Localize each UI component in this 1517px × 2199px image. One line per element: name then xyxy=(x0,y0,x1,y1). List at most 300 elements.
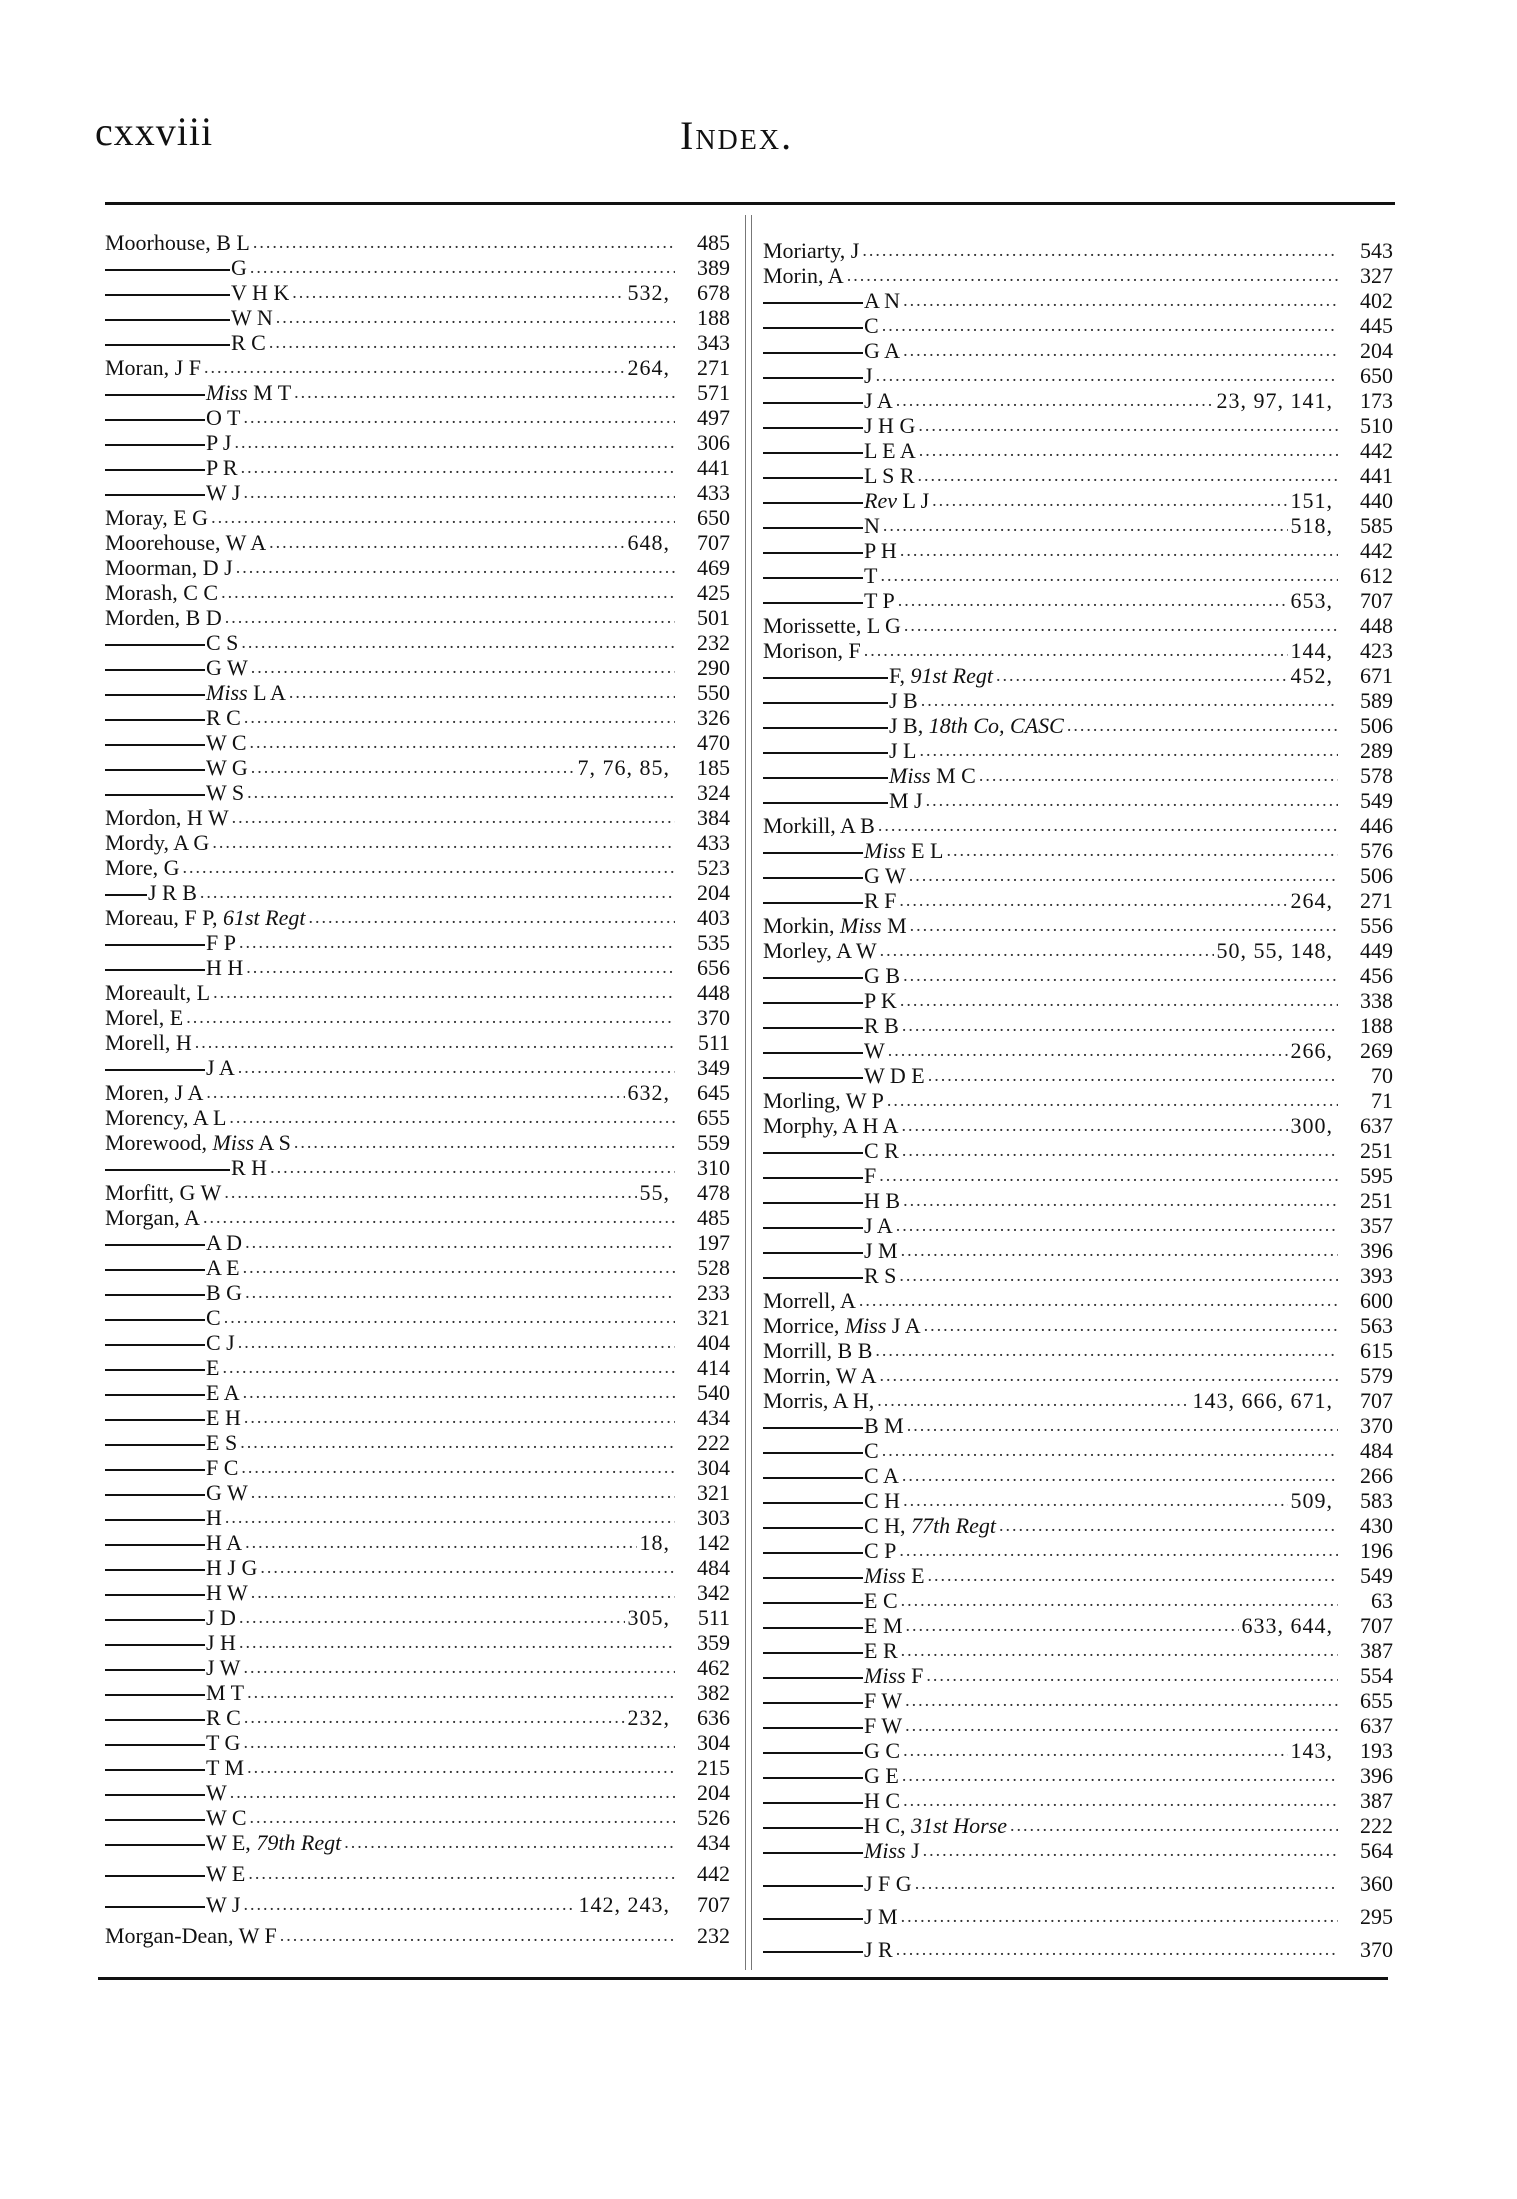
bottom-rule xyxy=(98,1977,1388,1980)
dot-leader xyxy=(905,1713,1338,1738)
dot-leader xyxy=(847,263,1338,288)
top-rule xyxy=(105,202,1395,205)
continuation-dash xyxy=(105,1669,205,1671)
entry-page: 564 xyxy=(1360,1838,1393,1863)
entry-page: 449 xyxy=(1360,938,1393,963)
entry-page: 446 xyxy=(1360,813,1393,838)
dot-leader xyxy=(260,1555,675,1580)
entry-name: Morling, W P xyxy=(763,1088,884,1113)
entry-name: E R xyxy=(864,1638,898,1663)
dot-leader xyxy=(203,1205,675,1230)
continuation-dash xyxy=(763,1677,863,1679)
dot-leader xyxy=(901,1904,1338,1929)
continuation-dash xyxy=(763,452,863,454)
dot-leader xyxy=(921,688,1338,713)
index-entry xyxy=(763,1288,1393,1313)
continuation-dash xyxy=(763,1652,863,1654)
index-entry xyxy=(105,430,730,455)
continuation-dash xyxy=(763,1918,863,1920)
dot-leader xyxy=(979,763,1338,788)
continuation-dash xyxy=(763,727,888,729)
entry-page: 442 xyxy=(1360,538,1393,563)
entry-name: Morell, H xyxy=(105,1030,192,1055)
entry-page: 448 xyxy=(1360,613,1393,638)
entry-page: 470 xyxy=(697,730,730,755)
entry-name: F, 91st Regt xyxy=(889,663,993,688)
entry-name: R S xyxy=(864,1263,897,1288)
dot-leader xyxy=(901,1238,1338,1263)
dot-leader xyxy=(211,505,675,530)
entry-page: 233 xyxy=(697,1280,730,1305)
dot-leader xyxy=(234,430,675,455)
continuation-dash xyxy=(763,1885,863,1887)
index-entry xyxy=(763,1713,1393,1738)
continuation-dash xyxy=(105,1419,205,1421)
entry-name: J A xyxy=(864,388,893,413)
entry-page: 583 xyxy=(1360,1488,1393,1513)
entry-name: Miss M T xyxy=(206,380,292,405)
entry-page: 636 xyxy=(697,1705,730,1730)
entry-name: G W xyxy=(206,1480,248,1505)
entry-page: 232 xyxy=(697,1923,730,1948)
entry-name: G C xyxy=(864,1738,901,1763)
entry-page: 70 xyxy=(1371,1063,1393,1088)
entry-page: 342 xyxy=(697,1580,730,1605)
entry-name: A N xyxy=(864,288,901,313)
dot-leader xyxy=(918,463,1338,488)
index-entry xyxy=(105,1105,730,1130)
dot-leader xyxy=(253,230,675,255)
entry-page: 310 xyxy=(697,1155,730,1180)
entry-page: 402 xyxy=(1360,288,1393,313)
index-entry xyxy=(763,1638,1393,1663)
entry-page: 526 xyxy=(697,1805,730,1830)
dot-leader xyxy=(928,1563,1338,1588)
dot-leader xyxy=(276,305,675,330)
entry-title-italic: Miss xyxy=(212,1130,255,1155)
entry-unit-italic: 18th Co, CASC xyxy=(928,713,1064,738)
dot-leader xyxy=(918,413,1338,438)
continuation-dash xyxy=(105,1319,205,1321)
entry-name: Morissette, L G xyxy=(763,613,901,638)
entry-extra-pages: 509, xyxy=(1290,1488,1333,1513)
entry-name: J M xyxy=(864,1238,898,1263)
dot-leader xyxy=(236,555,675,580)
entry-page: 650 xyxy=(1360,363,1393,388)
dot-leader xyxy=(899,1538,1338,1563)
entry-page: 295 xyxy=(1360,1904,1393,1929)
continuation-dash xyxy=(763,1227,863,1229)
entry-page: 442 xyxy=(1360,438,1393,463)
index-entry xyxy=(105,1405,730,1430)
entry-name: Morkill, A B xyxy=(763,813,875,838)
entry-name: Morris, A H, xyxy=(763,1388,875,1413)
index-entry xyxy=(763,263,1393,288)
index-entry xyxy=(105,1780,730,1805)
page-number: cxxviii xyxy=(95,109,214,154)
entry-name: Miss M C xyxy=(889,763,976,788)
entry-name: Miss F xyxy=(864,1663,924,1688)
dot-leader xyxy=(308,905,675,930)
index-entry xyxy=(763,638,1393,663)
entry-page: 433 xyxy=(697,830,730,855)
dot-leader xyxy=(926,788,1338,813)
entry-name: C xyxy=(206,1305,221,1330)
dot-leader xyxy=(882,1438,1338,1463)
entry-name: Morgan, A xyxy=(105,1205,200,1230)
index-entry xyxy=(763,1538,1393,1563)
entry-page: 357 xyxy=(1360,1213,1393,1238)
index-entry xyxy=(105,1230,730,1255)
entry-name: C J xyxy=(206,1330,235,1355)
index-entry xyxy=(105,1655,730,1680)
continuation-dash xyxy=(763,1527,863,1529)
index-entry xyxy=(105,1355,730,1380)
entry-name: T M xyxy=(206,1755,245,1780)
index-entry xyxy=(763,1263,1393,1288)
index-entry xyxy=(105,1805,730,1830)
entry-page: 430 xyxy=(1360,1513,1393,1538)
continuation-dash xyxy=(105,1519,205,1521)
entry-name: C xyxy=(864,313,879,338)
entry-page: 188 xyxy=(697,305,730,330)
entry-name: E xyxy=(206,1355,220,1380)
entry-extra-pages: 633, 644, xyxy=(1241,1613,1333,1638)
entry-page: 707 xyxy=(697,1892,730,1917)
index-entry xyxy=(763,763,1393,788)
entry-unit-italic: 31st Horse xyxy=(911,1813,1008,1838)
entry-name: W D E xyxy=(864,1063,925,1088)
index-entry xyxy=(105,1280,730,1305)
entry-page: 370 xyxy=(1360,1413,1393,1438)
entry-page: 389 xyxy=(697,255,730,280)
entry-page: 360 xyxy=(1360,1871,1393,1896)
continuation-dash xyxy=(105,269,230,271)
dot-leader xyxy=(251,1480,675,1505)
dot-leader xyxy=(902,1138,1338,1163)
index-entry xyxy=(105,1305,730,1330)
index-entry xyxy=(105,1755,730,1780)
entry-page: 707 xyxy=(697,530,730,555)
entry-page: 655 xyxy=(697,1105,730,1130)
entry-title-italic: Miss xyxy=(889,763,931,788)
dot-leader xyxy=(896,1937,1338,1962)
index-entry xyxy=(763,1338,1393,1363)
index-entry xyxy=(763,963,1393,988)
entry-page: 321 xyxy=(697,1480,730,1505)
dot-leader xyxy=(888,1038,1288,1063)
entry-page: 707 xyxy=(1360,588,1393,613)
index-entry xyxy=(105,805,730,830)
continuation-dash xyxy=(763,1752,863,1754)
index-entry xyxy=(763,1513,1393,1538)
entry-name: Moorehouse, W A xyxy=(105,530,267,555)
continuation-dash xyxy=(763,1802,863,1804)
entry-name: Morel, E xyxy=(105,1005,184,1030)
dot-leader xyxy=(902,1013,1338,1038)
index-entry xyxy=(763,788,1393,813)
entry-name: Miss J xyxy=(864,1838,920,1863)
index-entry xyxy=(105,1130,730,1155)
entry-name: G B xyxy=(864,963,901,988)
entry-name: H W xyxy=(206,1580,248,1605)
dot-leader xyxy=(247,1755,675,1780)
index-entry xyxy=(105,255,730,280)
entry-page: 589 xyxy=(1360,688,1393,713)
entry-page: 71 xyxy=(1371,1088,1393,1113)
entry-page: 484 xyxy=(697,1555,730,1580)
entry-name: C H, 77th Regt xyxy=(864,1513,996,1538)
entry-name: G A xyxy=(864,338,901,363)
index-entry xyxy=(105,905,730,930)
dot-leader xyxy=(243,1892,575,1917)
index-entry xyxy=(763,1213,1393,1238)
entry-page: 671 xyxy=(1360,663,1393,688)
dot-leader xyxy=(221,580,675,605)
entry-extra-pages: 266, xyxy=(1290,1038,1333,1063)
entry-page: 359 xyxy=(697,1630,730,1655)
entry-page: 387 xyxy=(1360,1638,1393,1663)
continuation-dash xyxy=(105,1906,205,1908)
entry-name: Moreault, L xyxy=(105,980,211,1005)
entry-extra-pages: 23, 97, 141, xyxy=(1216,388,1333,413)
entry-page: 456 xyxy=(1360,963,1393,988)
dot-leader xyxy=(1010,1813,1338,1838)
dot-leader xyxy=(247,1680,675,1705)
entry-page: 290 xyxy=(697,655,730,680)
continuation-dash xyxy=(105,1344,205,1346)
dot-leader xyxy=(879,1363,1338,1388)
entry-name: J W xyxy=(206,1655,241,1680)
entry-page: 637 xyxy=(1360,1113,1393,1138)
dot-leader xyxy=(183,855,675,880)
dot-leader xyxy=(901,1113,1287,1138)
entry-name: W N xyxy=(231,305,273,330)
entry-page: 289 xyxy=(1360,738,1393,763)
continuation-dash xyxy=(105,1769,205,1771)
continuation-dash xyxy=(763,1027,863,1029)
index-entry xyxy=(105,930,730,955)
continuation-dash xyxy=(763,852,863,854)
entry-name: J B xyxy=(889,688,918,713)
entry-page: 222 xyxy=(697,1430,730,1455)
continuation-dash xyxy=(105,294,230,296)
index-entry xyxy=(105,1630,730,1655)
dot-leader xyxy=(903,1738,1287,1763)
entry-page: 303 xyxy=(697,1505,730,1530)
dot-leader xyxy=(289,680,675,705)
continuation-dash xyxy=(105,1469,205,1471)
continuation-dash xyxy=(763,1602,863,1604)
page-title: Index. xyxy=(680,113,794,158)
dot-leader xyxy=(882,313,1338,338)
entry-extra-pages: 532, xyxy=(627,280,670,305)
entry-name: Morgan-Dean, W F xyxy=(105,1923,277,1948)
dot-leader xyxy=(269,530,624,555)
entry-page: 615 xyxy=(1360,1338,1393,1363)
index-entry xyxy=(105,730,730,755)
entry-name: W J xyxy=(206,480,241,505)
dot-leader xyxy=(243,405,675,430)
entry-name: F C xyxy=(206,1455,239,1480)
dot-leader xyxy=(224,1305,675,1330)
dot-leader xyxy=(239,1605,625,1630)
entry-page: 204 xyxy=(1360,338,1393,363)
dot-leader xyxy=(906,1613,1239,1638)
index-entry xyxy=(105,1580,730,1605)
dot-leader xyxy=(924,1313,1338,1338)
dot-leader xyxy=(899,1263,1338,1288)
entry-page: 232 xyxy=(697,630,730,655)
continuation-dash xyxy=(763,1202,863,1204)
entry-name: H C, 31st Horse xyxy=(864,1813,1008,1838)
entry-name: L E A xyxy=(864,438,916,463)
entry-extra-pages: 50, 55, 148, xyxy=(1216,938,1333,963)
continuation-dash xyxy=(105,1444,205,1446)
entry-name: C A xyxy=(864,1463,899,1488)
continuation-dash xyxy=(105,419,205,421)
index-entry xyxy=(105,280,730,305)
entry-page: 188 xyxy=(1360,1013,1393,1038)
dot-leader xyxy=(903,1488,1287,1513)
continuation-dash xyxy=(105,1844,205,1846)
index-entry xyxy=(105,1055,730,1080)
entry-name: Mordon, H W xyxy=(105,805,229,830)
entry-name: N xyxy=(864,513,880,538)
index-entry xyxy=(105,955,730,980)
continuation-dash xyxy=(763,1052,863,1054)
entry-name: F xyxy=(864,1163,877,1188)
dot-leader xyxy=(903,1188,1338,1213)
index-entry xyxy=(105,855,730,880)
continuation-dash xyxy=(105,1794,205,1796)
dot-leader xyxy=(243,480,675,505)
index-entry xyxy=(763,1013,1393,1038)
entry-page: 445 xyxy=(1360,313,1393,338)
entry-name: F W xyxy=(864,1713,903,1738)
index-entry xyxy=(105,1886,730,1917)
entry-name: Morency, A L xyxy=(105,1105,227,1130)
dot-leader xyxy=(200,880,675,905)
entry-page: 650 xyxy=(697,505,730,530)
continuation-dash xyxy=(105,1394,205,1396)
dot-leader xyxy=(251,655,675,680)
entry-name: C H xyxy=(864,1488,901,1513)
entry-page: 387 xyxy=(1360,1788,1393,1813)
entry-page: 501 xyxy=(697,605,730,630)
entry-name: R B xyxy=(864,1013,899,1038)
dot-leader xyxy=(903,288,1338,313)
continuation-dash xyxy=(105,1594,205,1596)
entry-extra-pages: 55, xyxy=(639,1180,670,1205)
continuation-dash xyxy=(105,344,230,346)
continuation-dash xyxy=(763,1452,863,1454)
entry-name: E S xyxy=(206,1430,238,1455)
continuation-dash xyxy=(763,327,863,329)
dot-leader xyxy=(862,238,1338,263)
entry-page: 571 xyxy=(697,380,730,405)
index-entry xyxy=(763,1238,1393,1263)
entry-name: J H G xyxy=(864,413,916,438)
entry-name: H xyxy=(206,1505,222,1530)
continuation-dash xyxy=(105,1269,205,1271)
continuation-dash xyxy=(763,427,863,429)
entry-unit-italic: 91st Regt xyxy=(910,663,993,688)
dot-leader xyxy=(225,605,675,630)
dot-leader xyxy=(875,1338,1338,1363)
entry-page: 637 xyxy=(1360,1713,1393,1738)
dot-leader xyxy=(903,338,1338,363)
entry-name: R C xyxy=(206,1705,241,1730)
entry-name: Morash, C C xyxy=(105,580,219,605)
dot-leader xyxy=(243,1655,675,1680)
index-entry xyxy=(763,563,1393,588)
index-entry xyxy=(763,588,1393,613)
entry-extra-pages: 142, 243, xyxy=(578,1892,670,1917)
entry-name: M J xyxy=(889,788,923,813)
dot-leader xyxy=(280,1923,675,1948)
dot-leader xyxy=(195,1030,675,1055)
entry-page: 343 xyxy=(697,330,730,355)
dot-leader xyxy=(907,1413,1338,1438)
entry-page: 595 xyxy=(1360,1163,1393,1188)
index-entry xyxy=(763,1313,1393,1338)
entry-name: Morewood, Miss A S xyxy=(105,1130,291,1155)
continuation-dash xyxy=(763,577,863,579)
entry-name: J xyxy=(864,363,873,388)
entry-title-italic: Miss xyxy=(864,1838,906,1863)
entry-page: 469 xyxy=(697,555,730,580)
continuation-dash xyxy=(763,777,888,779)
entry-page: 304 xyxy=(697,1730,730,1755)
entry-page: 396 xyxy=(1360,1238,1393,1263)
index-entry xyxy=(105,305,730,330)
entry-name: J L xyxy=(889,738,917,763)
index-entry xyxy=(763,1138,1393,1163)
entry-unit-italic: 79th Regt xyxy=(256,1830,342,1855)
index-entry xyxy=(105,680,730,705)
entry-page: 656 xyxy=(697,955,730,980)
entry-page: 321 xyxy=(697,1305,730,1330)
entry-name: G E xyxy=(864,1763,899,1788)
continuation-dash xyxy=(105,1169,230,1171)
entry-name: Morden, B D xyxy=(105,605,222,630)
entry-name: P K xyxy=(864,988,897,1013)
continuation-dash xyxy=(105,319,230,321)
entry-name: W J xyxy=(206,1892,241,1917)
continuation-dash xyxy=(763,902,863,904)
entry-title-italic: Miss xyxy=(864,838,906,863)
index-entry xyxy=(105,380,730,405)
index-entry xyxy=(105,1180,730,1205)
entry-name: Morrice, Miss J A xyxy=(763,1313,921,1338)
dot-leader xyxy=(245,1230,675,1255)
continuation-dash xyxy=(105,894,147,896)
entry-name: W E, 79th Regt xyxy=(206,1830,342,1855)
dot-leader xyxy=(879,1163,1338,1188)
entry-page: 370 xyxy=(697,1005,730,1030)
dot-leader xyxy=(245,1280,675,1305)
entry-extra-pages: 300, xyxy=(1290,1113,1333,1138)
column-divider xyxy=(745,215,752,1970)
entry-name: P R xyxy=(206,455,238,480)
entry-name: F W xyxy=(864,1688,903,1713)
dot-leader xyxy=(896,388,1214,413)
entry-name: Moran, J F xyxy=(105,355,201,380)
entry-name: W C xyxy=(206,730,247,755)
entry-name: F P xyxy=(206,930,236,955)
dot-leader xyxy=(915,1871,1338,1896)
